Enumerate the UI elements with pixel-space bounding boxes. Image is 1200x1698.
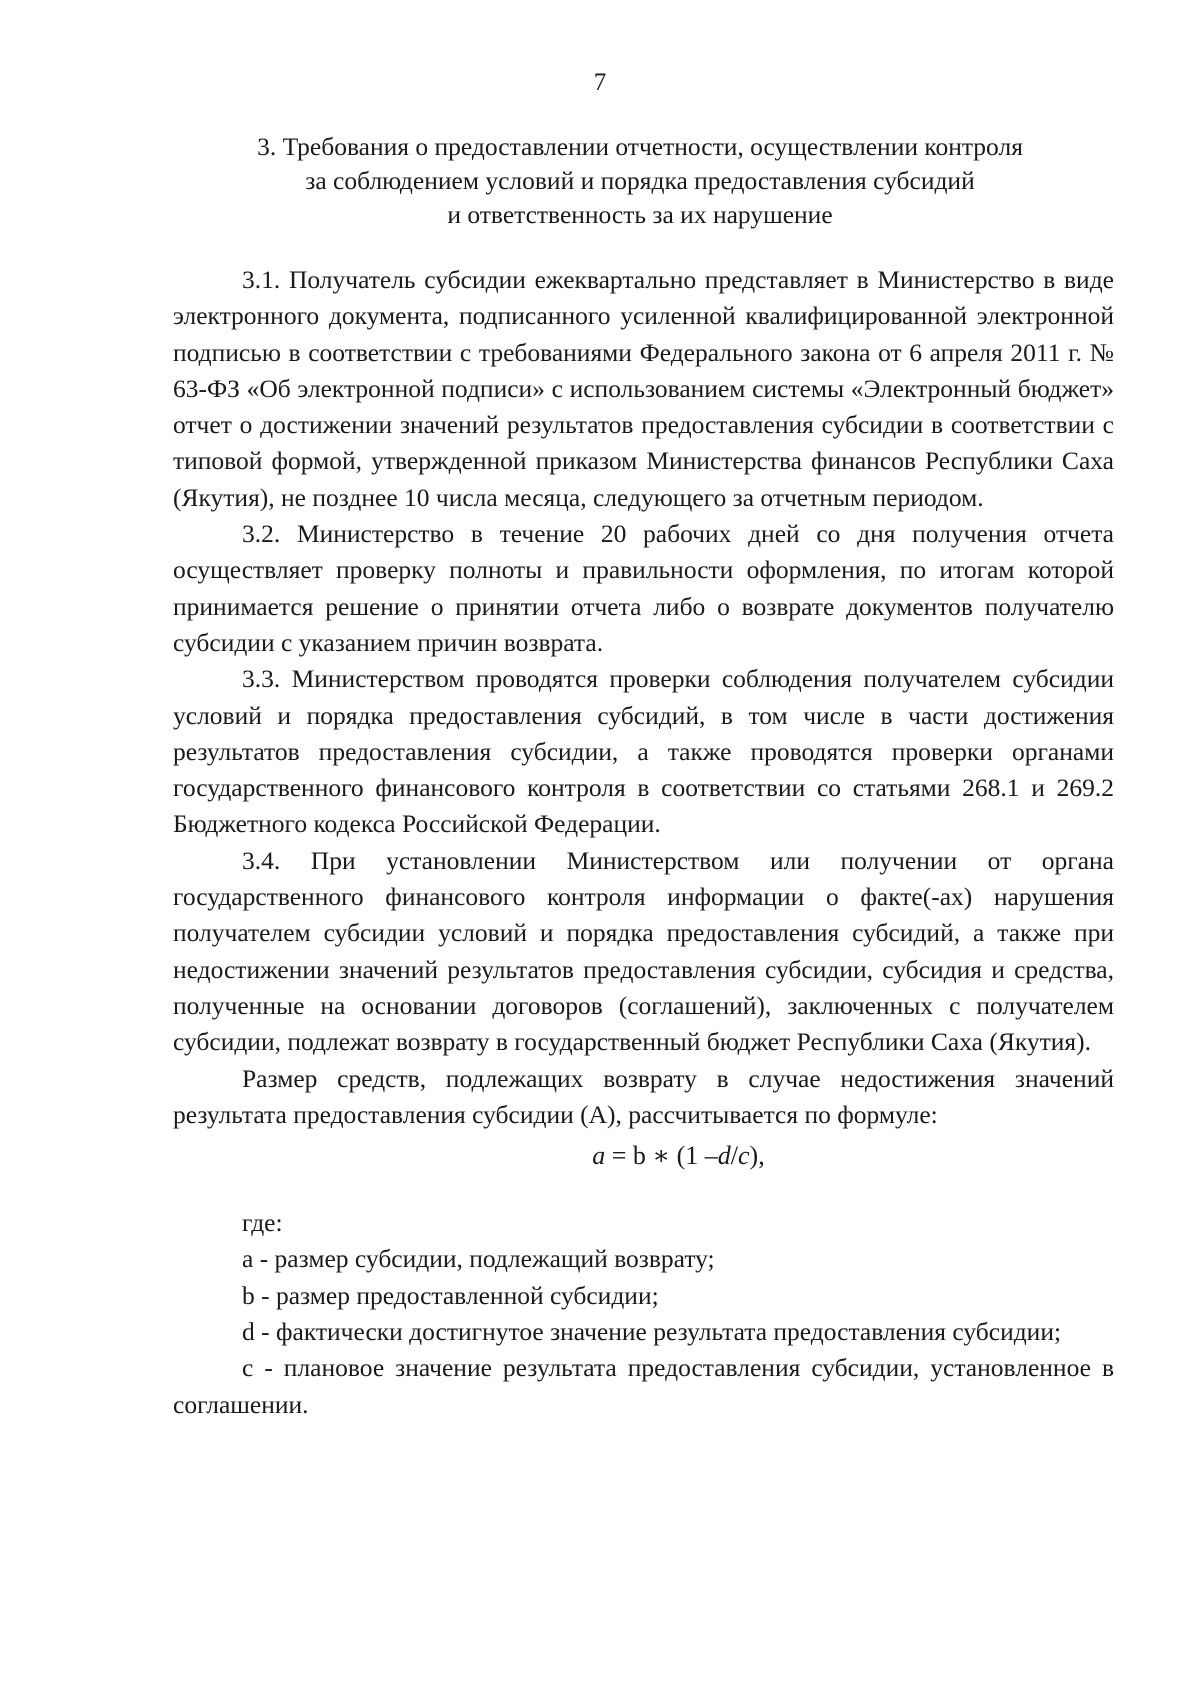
- page-number: 7: [593, 69, 607, 96]
- paragraph-3-3: 3.3. Министерством проводятся проверки соблюдения получателем субсидии условий и порядка предоставления субсидий, в том числе в части достижения результатов предоставления субсидии, а также проводятся проверки органами государственного финансового контроля в соответствии со статьями 268.1 и 269.2 Бюджетного кодекса Российской Федерации.: [173, 664, 1114, 839]
- definition-b: b - размер предоставленной субсидии;: [242, 1280, 659, 1310]
- section-title: [160, 130, 1120, 232]
- refund-formula: [173, 1138, 1114, 1174]
- formula-close: ),: [749, 1141, 765, 1171]
- formula-var-d: d: [717, 1141, 731, 1171]
- section-title-line-3: и ответственность за их нарушение: [447, 200, 833, 229]
- paragraph-3-1: 3.1. Получатель субсидии ежеквартально представляет в Министерство в виде электронного документа, подписанного усиленной квалифицированной электронной подписью в соответствии с требованиями Федерального закона от 6 апреля 2011 г. № 63-ФЗ «Об электронной подписи» с использованием системы «Электронный бюджет» отчет о достижении значений результатов предоставления субсидии в соответствии с типовой формой, утвержденной приказом Министерства финансов Республики Саха (Якутия), не позднее 10 числа месяца, следующего за отчетным периодом.: [173, 265, 1114, 512]
- definition-c: c - плановое значение результата предоставления субсидии, установленное в соглашении.: [173, 1353, 1114, 1419]
- paragraph-3-4: 3.4. При установлении Министерством или получении от органа государственного финансового контроля информации о факте(-ах) нарушения получателем субсидии условий и порядка предоставления субсидий, а также при недостижении значений результатов предоставления субсидии, субсидия и средства, полученные на основании договоров (соглашений), заключенных с получателем субсидии, подлежат возврату в государственный бюджет Республики Саха (Якутия).: [173, 845, 1114, 1057]
- section-title-line-1: 3. Требования о предоставлении отчетности, осуществлении контроля: [257, 132, 1023, 161]
- section-title-line-2: за соблюдением условий и порядка предоставления субсидий: [305, 166, 975, 195]
- formula-eq-b: = b ∗ (1 –: [605, 1141, 718, 1171]
- formula-var-c: c: [738, 1141, 750, 1171]
- paragraph-refund-size: Размер средств, подлежащих возврату в случае недостижения значений результата предоставления субсидии (А), рассчитывается по формуле:: [173, 1063, 1114, 1129]
- paragraph-3-2: 3.2. Министерство в течение 20 рабочих дней со дня получения отчета осуществляет проверку полноты и правильности оформления, по итогам которой принимается решение о принятии отчета либо о возврате документов получателю субсидии с указанием причин возврата.: [173, 519, 1114, 657]
- definition-a: a - размер субсидии, подлежащий возврату;: [242, 1244, 715, 1274]
- formula-var-a: a: [592, 1141, 606, 1171]
- document-body: [173, 262, 1114, 1423]
- where-label: где:: [242, 1208, 283, 1238]
- definition-d: d - фактически достигнутое значение результата предоставления субсидии;: [242, 1317, 1062, 1347]
- formula-slash: /: [730, 1141, 738, 1171]
